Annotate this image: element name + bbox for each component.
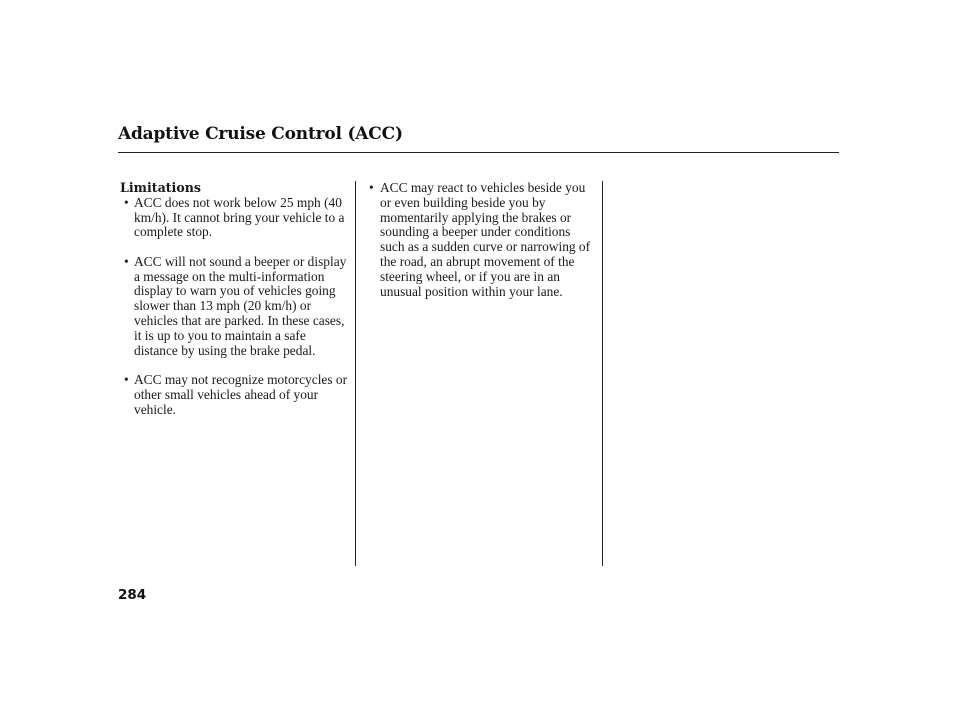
bullet-icon: • — [369, 180, 374, 195]
content-column-2 — [368, 181, 596, 299]
page-title: Adaptive Cruise Control (ACC) — [118, 124, 403, 144]
list-item — [121, 373, 348, 417]
list-item-text: ACC will not sound a beeper or display a message on the multi-information display to warn you of vehicles going slower than 13 mph (20 km/h) or vehicles that are parked. In these cases, it is up to you to maintain a safe distance by using the brake pedal. — [134, 253, 347, 358]
limitations-list-continued — [368, 181, 596, 299]
section-heading-limitations: Limitations — [120, 180, 201, 195]
column-divider — [602, 181, 603, 566]
limitations-list — [120, 196, 348, 418]
content-column-1 — [120, 181, 348, 417]
bullet-icon: • — [124, 371, 129, 387]
list-item — [368, 181, 596, 299]
list-item — [121, 196, 348, 240]
bullet-icon: • — [124, 253, 129, 269]
title-rule — [118, 152, 839, 153]
list-item-text: ACC may not recognize motorcycles or other small vehicles ahead of your vehicle. — [134, 371, 348, 417]
list-item — [121, 255, 348, 359]
bullet-icon: • — [124, 194, 129, 210]
list-item-text: ACC may react to vehicles beside you or even building beside you by momentarily applying the brakes or sounding a beeper under conditions such as a sudden curve or narrowing of the road, an abrupt movement of the steering wheel, or if you are in an unusual position within your lane. — [380, 180, 591, 299]
page-number: 284 — [118, 587, 147, 603]
column-divider — [355, 181, 356, 566]
list-item-text: ACC does not work below 25 mph (40 km/h). It cannot bring your vehicle to a complete stop. — [134, 194, 345, 240]
